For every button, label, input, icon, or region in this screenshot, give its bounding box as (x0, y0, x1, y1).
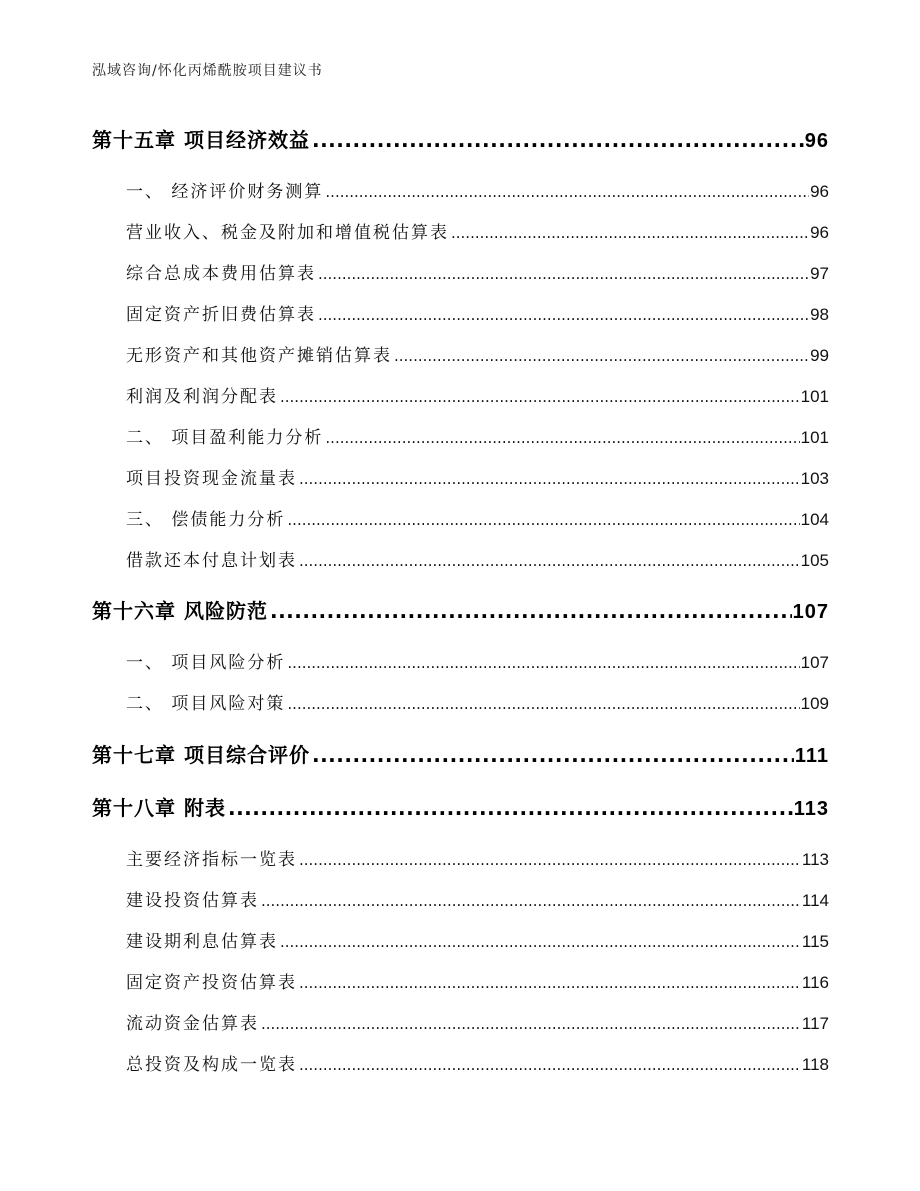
dot-leader (287, 654, 799, 672)
dot-leader (299, 1056, 801, 1074)
toc-entry-title: 一、 项目风险分析 (126, 653, 286, 673)
toc-entry-page: 113 (801, 850, 829, 869)
toc-entry[interactable] (126, 341, 829, 366)
toc-entry-title: 综合总成本费用估算表 (126, 264, 316, 284)
toc-entry-title: 固定资产投资估算表 (126, 973, 297, 993)
dot-leader (287, 511, 799, 529)
dot-leader (325, 183, 809, 201)
toc-entry[interactable] (126, 886, 829, 911)
toc-entry[interactable] (126, 689, 829, 714)
toc-entry-page: 116 (801, 973, 829, 992)
toc-entry-title: 一、 经济评价财务测算 (126, 182, 324, 202)
toc-entry-page: 111 (794, 745, 829, 767)
toc-entry-title: 三、 偿债能力分析 (126, 510, 286, 530)
toc-entry-page: 105 (800, 551, 829, 570)
toc-entry[interactable] (126, 1050, 829, 1075)
toc-entry-page: 115 (801, 932, 829, 951)
toc-entry[interactable] (126, 300, 829, 325)
toc-entry-title: 流动资金估算表 (126, 1014, 259, 1034)
toc-entry[interactable] (126, 845, 829, 870)
toc-entry[interactable] (126, 259, 829, 284)
toc-entry-title: 固定资产折旧费估算表 (126, 305, 316, 325)
toc-entry-page: 113 (793, 798, 829, 820)
toc-entry-title: 第十五章 项目经济效益 (92, 128, 310, 152)
toc-entry-title: 二、 项目风险对策 (126, 694, 286, 714)
toc-entry-title: 项目投资现金流量表 (126, 469, 297, 489)
dot-leader (280, 933, 801, 951)
toc-entry-page: 96 (804, 130, 829, 152)
dot-leader (287, 695, 799, 713)
dot-leader (394, 347, 809, 365)
dot-leader (451, 224, 809, 242)
toc-entry[interactable] (126, 505, 829, 530)
dot-leader (312, 743, 794, 767)
toc-entry-page: 99 (810, 346, 829, 365)
toc-entry-title: 第十八章 附表 (92, 796, 226, 820)
toc-entry-page: 117 (801, 1014, 829, 1033)
toc-entry-title: 第十六章 风险防范 (92, 599, 268, 623)
toc-entry[interactable] (126, 382, 829, 407)
dot-leader (261, 892, 801, 910)
toc-entry-page: 101 (800, 428, 829, 447)
toc-entry-page: 98 (810, 305, 829, 324)
toc-entry-page: 107 (792, 601, 829, 623)
toc-entry-page: 96 (810, 223, 829, 242)
toc-entry[interactable] (126, 218, 829, 243)
toc-entry[interactable] (126, 648, 829, 673)
toc-entry[interactable] (126, 1009, 829, 1034)
dot-leader (299, 974, 801, 992)
toc-entry[interactable] (126, 177, 829, 202)
toc-entry[interactable] (126, 423, 829, 448)
toc-entry-page: 109 (800, 694, 829, 713)
dot-leader (261, 1015, 801, 1033)
dot-leader (299, 552, 800, 570)
dot-leader (299, 470, 800, 488)
toc-entry-title: 营业收入、税金及附加和增值税估算表 (126, 223, 449, 243)
toc-entry-title: 借款还本付息计划表 (126, 551, 297, 571)
dot-leader (228, 796, 793, 820)
toc-entry-title: 建设期利息估算表 (126, 932, 278, 952)
toc-entry-page: 97 (810, 264, 829, 283)
toc-entry-title: 利润及利润分配表 (126, 387, 278, 407)
toc-entry-title: 主要经济指标一览表 (126, 850, 297, 870)
dot-leader (318, 306, 809, 324)
toc-entry-page: 96 (810, 182, 829, 201)
toc-entry-page: 103 (800, 469, 829, 488)
toc-entry[interactable] (126, 927, 829, 952)
toc-chapter-18[interactable] (92, 792, 829, 821)
dot-leader (280, 388, 800, 406)
toc-entry-title: 第十七章 项目综合评价 (92, 743, 310, 767)
toc-entry[interactable] (126, 464, 829, 489)
toc-entry-title: 二、 项目盈利能力分析 (126, 428, 324, 448)
dot-leader (299, 851, 801, 869)
toc-entry-title: 建设投资估算表 (126, 891, 259, 911)
running-header: 泓域咨询/怀化丙烯酰胺项目建议书 (92, 63, 323, 79)
dot-leader (325, 429, 799, 447)
dot-leader (312, 128, 804, 152)
toc-chapter-17[interactable] (92, 739, 829, 768)
toc-chapter-16[interactable] (92, 595, 829, 624)
toc-entry-page: 101 (800, 387, 829, 406)
dot-leader (318, 265, 809, 283)
dot-leader (270, 599, 792, 623)
toc-entry[interactable] (126, 546, 829, 571)
toc-entry-title: 总投资及构成一览表 (126, 1055, 297, 1075)
toc-entry[interactable] (126, 968, 829, 993)
toc-entry-page: 107 (800, 653, 829, 672)
toc-chapter-15[interactable] (92, 124, 829, 153)
toc-entry-title: 无形资产和其他资产摊销估算表 (126, 346, 392, 366)
toc-entry-page: 114 (801, 891, 829, 910)
toc-entry-page: 118 (801, 1055, 829, 1074)
toc-entry-page: 104 (800, 510, 829, 529)
